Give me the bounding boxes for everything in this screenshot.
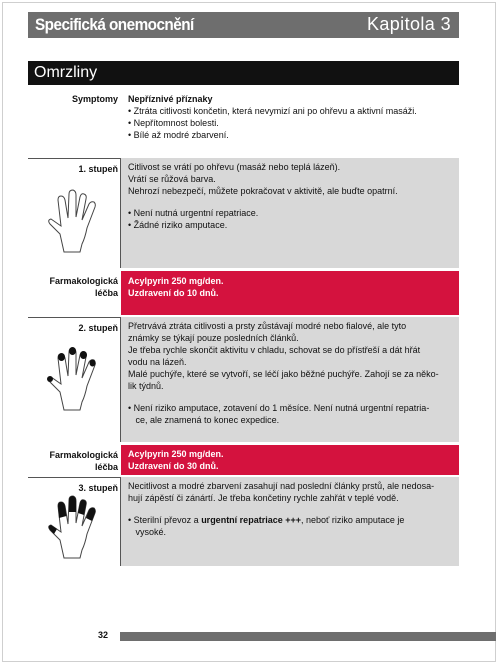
stage3-item-prefix: • Sterilní převoz a — [128, 515, 202, 525]
pharm2-label-line2: léčba — [94, 462, 118, 472]
pharm1-label — [28, 275, 118, 299]
section-title: Omrzliny — [34, 64, 98, 81]
stage2-line: lik týdnů. — [128, 381, 164, 391]
chapter-header — [28, 12, 459, 38]
stage1-item: • Není nutná urgentní repatriace. — [128, 208, 259, 218]
hand-stage1-icon — [42, 188, 110, 256]
hand-stage3-icon — [42, 494, 110, 562]
stage2-item: • Není riziko amputace, zotavení do 1 měsíce. Není nutná urgentní repatria- — [128, 403, 430, 413]
chapter-label: Kapitola 3 — [366, 14, 451, 34]
pharm2-label-line1: Farmakologická — [49, 450, 118, 460]
page-number: 32 — [98, 630, 109, 640]
stage2-line: Malé puchýře, které se vytvoří, se léčí jako běžné puchýře. Zahojí se za něko- — [128, 369, 439, 379]
symptoms-content — [121, 90, 459, 156]
stage3-label: 3. stupeň — [78, 483, 118, 493]
pharm1-label-line2: léčba — [94, 288, 118, 298]
stage2-item: ce, ale znamená to konec expedice. — [128, 415, 280, 425]
stage2-line: vodu na lázeň. — [128, 357, 187, 367]
stage2-line: známky se týkají pouze posledních článků. — [128, 333, 299, 343]
stage3-item-bold: urgentní repatriace +++ — [201, 515, 301, 525]
stage3-item — [128, 514, 452, 526]
stage2-line: Je třeba rychle skončit aktivitu v chladu, schovat se do přístřeší a dát hřát — [128, 345, 421, 355]
pharm2-dose: Acylpyrin 250 mg/den. — [128, 449, 224, 459]
stage1-line: Citlivost se vrátí po ohřevu (masáž nebo teplá lázeň). — [128, 162, 341, 172]
symptom-item: • Ztráta citlivosti končetin, která nevymizí ani po ohřevu a aktivní masáži. — [128, 106, 417, 116]
stage1-content — [121, 158, 459, 268]
stage3-content — [121, 477, 459, 566]
stage1-line: Nehrozí nebezpečí, můžete pokračovat v aktivitě, ale buďte opatrní. — [128, 186, 398, 196]
pharm2-recovery: Uzdravení do 30 dnů. — [128, 461, 219, 471]
stage1-line: Vrátí se růžová barva. — [128, 174, 216, 184]
symptom-item: • Nepřítomnost bolesti. — [128, 118, 219, 128]
pharm2-content — [121, 445, 459, 475]
stage2-line: Přetrvává ztráta citlivosti a prsty zůstávají modré nebo fialové, ale tyto — [128, 321, 407, 331]
symptoms-label: Symptomy — [71, 94, 118, 104]
chapter-title: Specifická onemocnění — [35, 15, 194, 34]
symptom-item: • Bílé až modré zbarvení. — [128, 130, 229, 140]
stage3-line: hují zápěstí či zánártí. Je třeba končetiny rychle zahřát v teplé vodě. — [128, 493, 399, 503]
stage1-item: • Žádné riziko amputace. — [128, 220, 228, 230]
pharm1-dose: Acylpyrin 250 mg/den. — [128, 276, 224, 286]
pharm1-recovery: Uzdravení do 10 dnů. — [128, 288, 219, 298]
hand-stage2-icon — [42, 346, 110, 414]
stage3-item-line2: vysoké. — [128, 527, 167, 537]
pharm1-label-line1: Farmakologická — [49, 276, 118, 286]
pharm1-content — [121, 271, 459, 315]
stage1-label: 1. stupeň — [78, 164, 118, 174]
stage2-content — [121, 317, 459, 442]
footer-bar — [120, 632, 496, 641]
stage3-line: Necitlivost a modré zbarvení zasahují nad poslední články prstů, ale nedosa- — [128, 481, 435, 491]
section-header — [28, 61, 459, 85]
symptoms-heading: Nepříznivé příznaky — [128, 94, 213, 104]
stage2-label: 2. stupeň — [78, 323, 118, 333]
pharm2-label — [28, 449, 118, 473]
stage3-item-suffix: , neboť riziko amputace je — [300, 515, 405, 525]
